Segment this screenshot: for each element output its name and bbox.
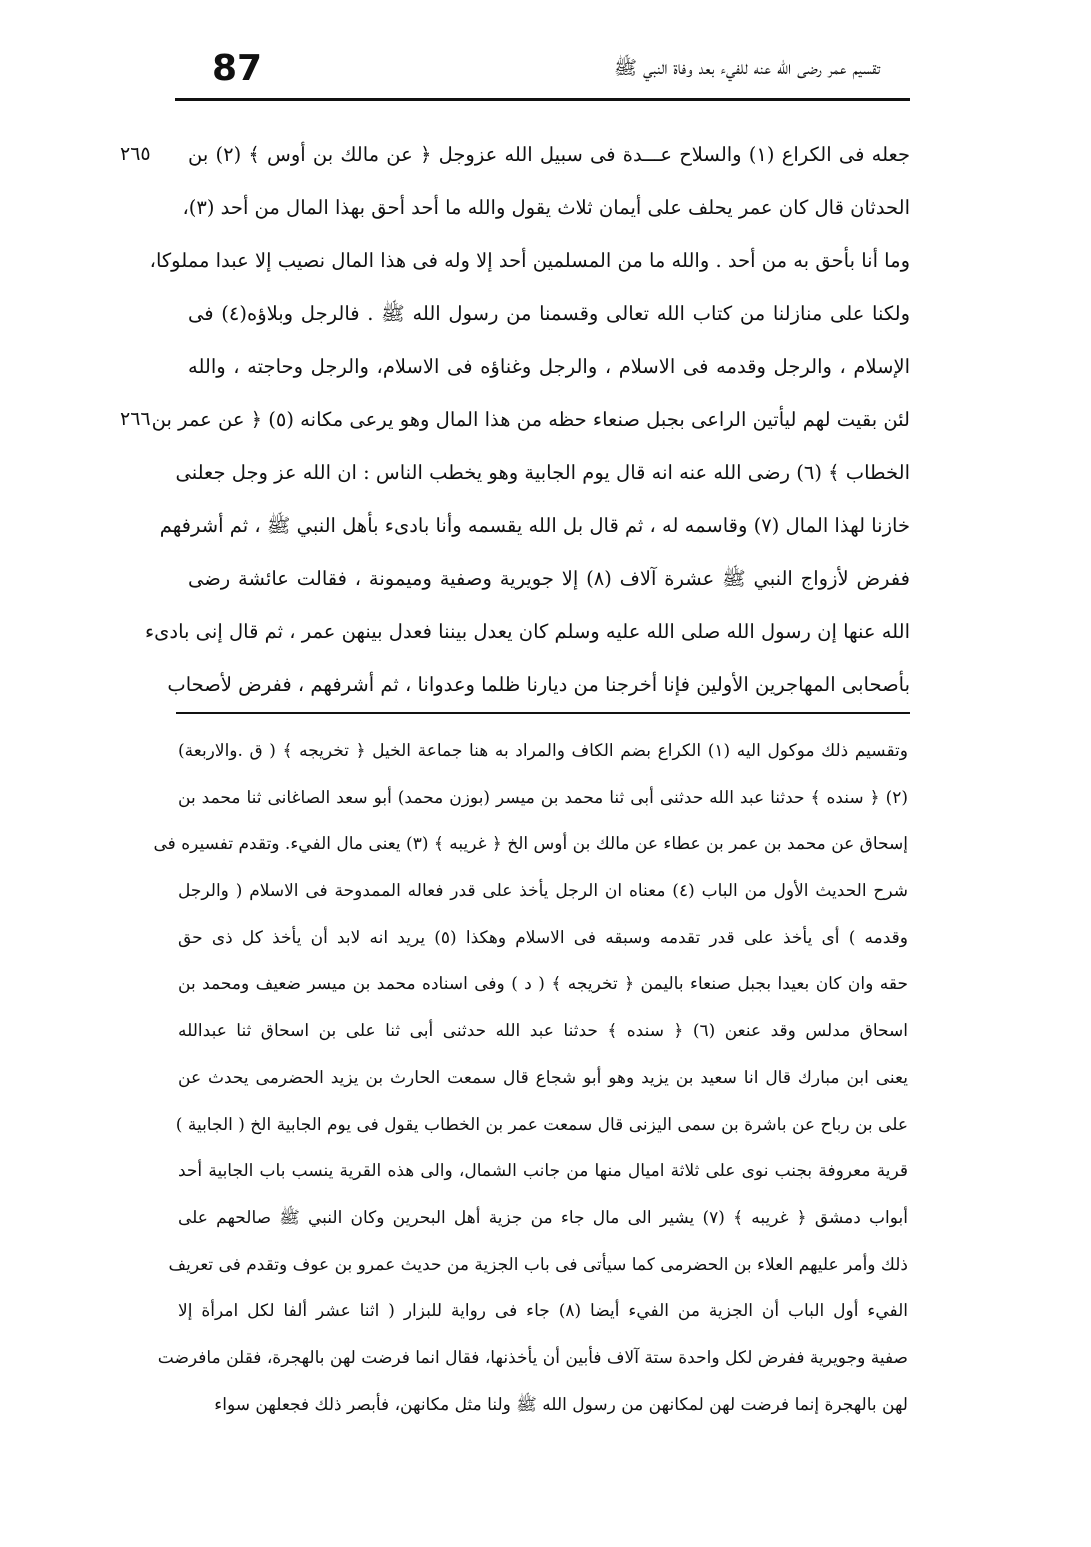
text-line: وما أنا بأحق به من أحد . والله ما من المسلمين أحد إلا وله فى هذا المال نصيب إلا عبدا مملوكا، (149, 249, 910, 272)
footnote-line: إسحاق عن محمد بن عمر بن عطاء عن مالك بن أوس الخ ﴿ غريبه ﴾ (٣) يعنى مال الفيء. وتقدم تفسيره فى (153, 834, 908, 855)
footnote-line: وتقسيم ذلك موكول اليه (١) الكراع بضم الكاف والمراد به هنا جماعة الخيل ﴿ تخريجه ﴾ ( ق .والاربعة) (178, 741, 908, 761)
footnote-line: حقه وان كان بعيدا بجبل صنعاء باليمن ﴿ تخريجه ﴾ ( د ) وفى اسناده محمد بن ميسر ضعيف ومحمد بن (178, 974, 908, 995)
footnote-line: لهن بالهجرة إنما فرضت لهن لمكانهن من رسول الله ﷺ ولنا مثل مكانهن، فأبصر ذلك فجعلهن سواء (214, 1394, 908, 1415)
text-line: لئن بقيت لهم ليأتين الراعى بجبل صنعاء حظه من هذا المال وهو يرعى مكانه (٥) ﴿ عن عمر بن (151, 408, 910, 431)
text-line: الحدثان قال كان عمر يحلف على أيمان ثلاث يقول والله ما أحد أحق بهذا المال من أحد (٣)، (182, 196, 910, 219)
page-number: 87 (212, 48, 263, 89)
footnote-line: شرح الحديث الأول من الباب (٤) معناه ان الرجل يأخذ على قدر فعاله الممدوحة فى الاسلام ( والرجل (178, 881, 909, 902)
text-line: الخطاب ﴾ (٦) رضى الله عنه انه قال يوم الجابية وهو يخطب الناس : ان الله عز وجل جعلنى (175, 461, 910, 484)
footnote-line: أبواب دمشق ﴿ غريبه ﴾ (٧) يشير الى مال جاء من جزية أهل البحرين وكان النبي ﷺ صالحهم على (178, 1207, 908, 1228)
text-line: خازنا لهذا المال (٧) وقاسمه له ، ثم قال بل الله يقسمه وأنا بادىء بأهل النبي ﷺ ، ثم أشرفهم (159, 514, 910, 537)
footnotes (153, 728, 909, 1428)
footnote-line: اسحاق مدلس وقد عنعن (٦) ﴿ سنده ﴾ حدثنا عبد الله حدثنى أبى ثنا على بن اسحاق ثنا عبدالله (178, 1021, 908, 1042)
running-title: تقسيم عمر رضى الله عنه للفيء بعد وفاة النبي ﷺ (614, 57, 880, 79)
text-line: ففرض لأزواج النبي ﷺ عشرة آلاف (٨) إلا جويرية وصفية وميمونة ، فقالت عائشة رضى (188, 567, 910, 590)
page-header (170, 40, 910, 100)
text-line: جعله فى الكراع (١) والسلاح عـــدة فى سبيل الله عزوجل ﴿ عن مالك بن أوس ﴾ (٢) بن (188, 143, 911, 166)
footnote-line: الفيء أول الباب أن الجزية من الفيء أيضا (٨) جاء فى رواية للبزار ( اثنا عشر ألفا لكل امرأة إلا (178, 1301, 908, 1322)
header-rule (175, 98, 910, 101)
footnote-line: صفية وجويرية ففرض لكل واحدة ستة آلاف فأبين أن يأخذنها، فقال انما فرضت لهن بالهجرة، فقلن مافرضت (157, 1347, 908, 1368)
footnote-line: على بن رباح عن باشرة بن سمى اليزنى قال سمعت عمر بن الخطاب يقول فى يوم الجابية الخ ( الجابية ) (175, 1114, 908, 1135)
main-text (145, 128, 911, 711)
footnote-rule (176, 712, 910, 714)
footnote-line: قرية معروفة بجنب نوى على ثلاثة اميال منها من جانب الشمال، والى هذه القرية ينسب باب الجابية أحد (178, 1161, 908, 1182)
hadith-number: ٢٦٥ (120, 143, 151, 165)
text-line: ولكنا على منازلنا من كتاب الله تعالى وقسمنا من رسول الله ﷺ . فالرجل وبلاؤه(٤) فى (188, 302, 910, 325)
footnote-line: (٢) ﴿ سنده ﴾ حدثنا عبد الله حدثنى أبى ثنا محمد بن ميسر (بوزن محمد) أبو سعد الصاغانى ثنا محمد بن (178, 787, 908, 808)
hadith-number: ٢٦٦ (120, 408, 151, 430)
footnote-line: وقدمه ) أى يأخذ على قدر تقدمه وسبقه فى الاسلام وهكذا (٥) يريد انه لابد أن يأخذ كل ذى حق (178, 927, 908, 948)
text-line: الله عنها إن رسول الله صلى الله عليه وسلم كان يعدل بيننا فعدل بينهن عمر ، ثم قال إنى بادىء (145, 620, 910, 643)
text-line: بأصحابى المهاجرين الأولين فإنا أخرجنا من ديارنا ظلما وعدوانا ، ثم أشرفهم ، ففرض لأصحاب (167, 673, 910, 696)
footnote-line: يعنى ابن مبارك قال انا سعيد بن يزيد وهو أبو شجاع قال سمعت الحارث بن يزيد الحضرمى يحدث عن (178, 1067, 908, 1088)
text-line: الإسلام ، والرجل وقدمه فى الاسلام ، والرجل وغناؤه فى الاسلام، والرجل وحاجته ، والله (188, 355, 910, 378)
footnote-line: ذلك وأمر عليهم العلاء بن الحضرمى كما سيأتى فى باب الجزية من حديث عمرو بن عوف وتقدم فى تعريف (168, 1254, 908, 1275)
